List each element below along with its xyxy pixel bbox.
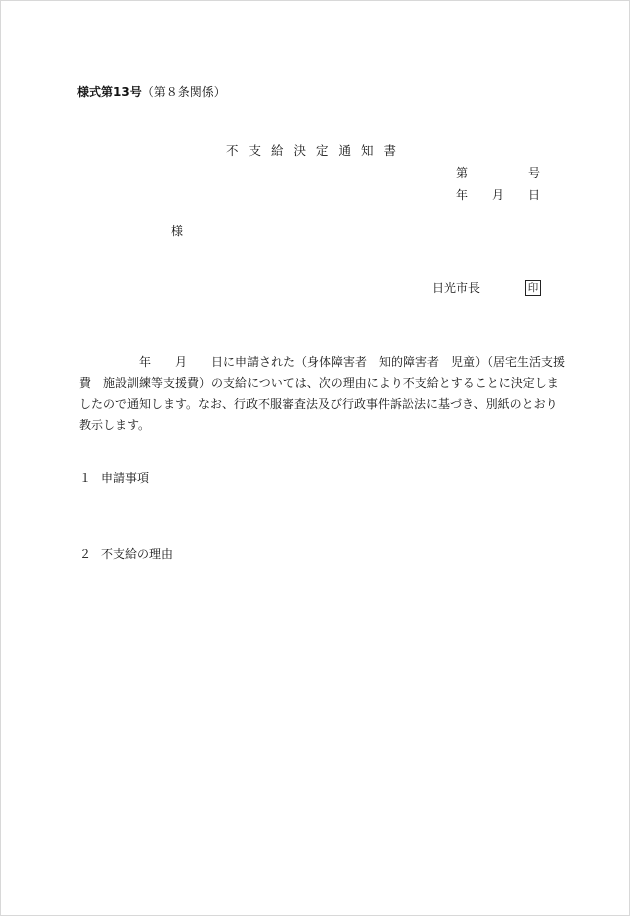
document-date <box>456 186 540 203</box>
section-reason <box>79 545 173 562</box>
form-number-label <box>77 83 226 100</box>
notice-body <box>79 352 566 436</box>
seal-mark: 印 <box>525 280 541 296</box>
recipient-honorific: 様 <box>171 224 184 238</box>
document-title: 不支給決定通知書 <box>226 143 407 158</box>
section-application-items <box>79 469 149 486</box>
number-suffix: 号 <box>527 166 540 180</box>
date-year: 年 <box>456 188 469 202</box>
section-title: 不支給の理由 <box>101 547 174 561</box>
number-prefix: 第 <box>456 166 469 180</box>
issuer <box>432 279 541 296</box>
form-number: 様式第13号 <box>77 85 142 99</box>
section-title: 申請事項 <box>101 471 150 485</box>
form-article-ref: （第８条関係） <box>141 85 226 99</box>
body-line: 費 施設訓練等支援費）の支給については、次の理由により不支給とすることに決定しま <box>79 376 559 390</box>
document-number <box>456 164 540 181</box>
body-line: 教示します。 <box>79 418 151 432</box>
body-line: したので通知します。なお、行政不服審査法及び行政事件訴訟法に基づき、別紙のとおり <box>79 397 558 411</box>
issuer-name: 日光市長 <box>432 281 481 295</box>
section-number: ２ <box>79 547 92 561</box>
date-month: 月 <box>491 188 504 202</box>
date-day: 日 <box>527 188 540 202</box>
section-number: １ <box>79 471 92 485</box>
body-line: 年 月 日に申請された（身体障害者 知的障害者 児童）（居宅生活支援 <box>79 355 566 369</box>
